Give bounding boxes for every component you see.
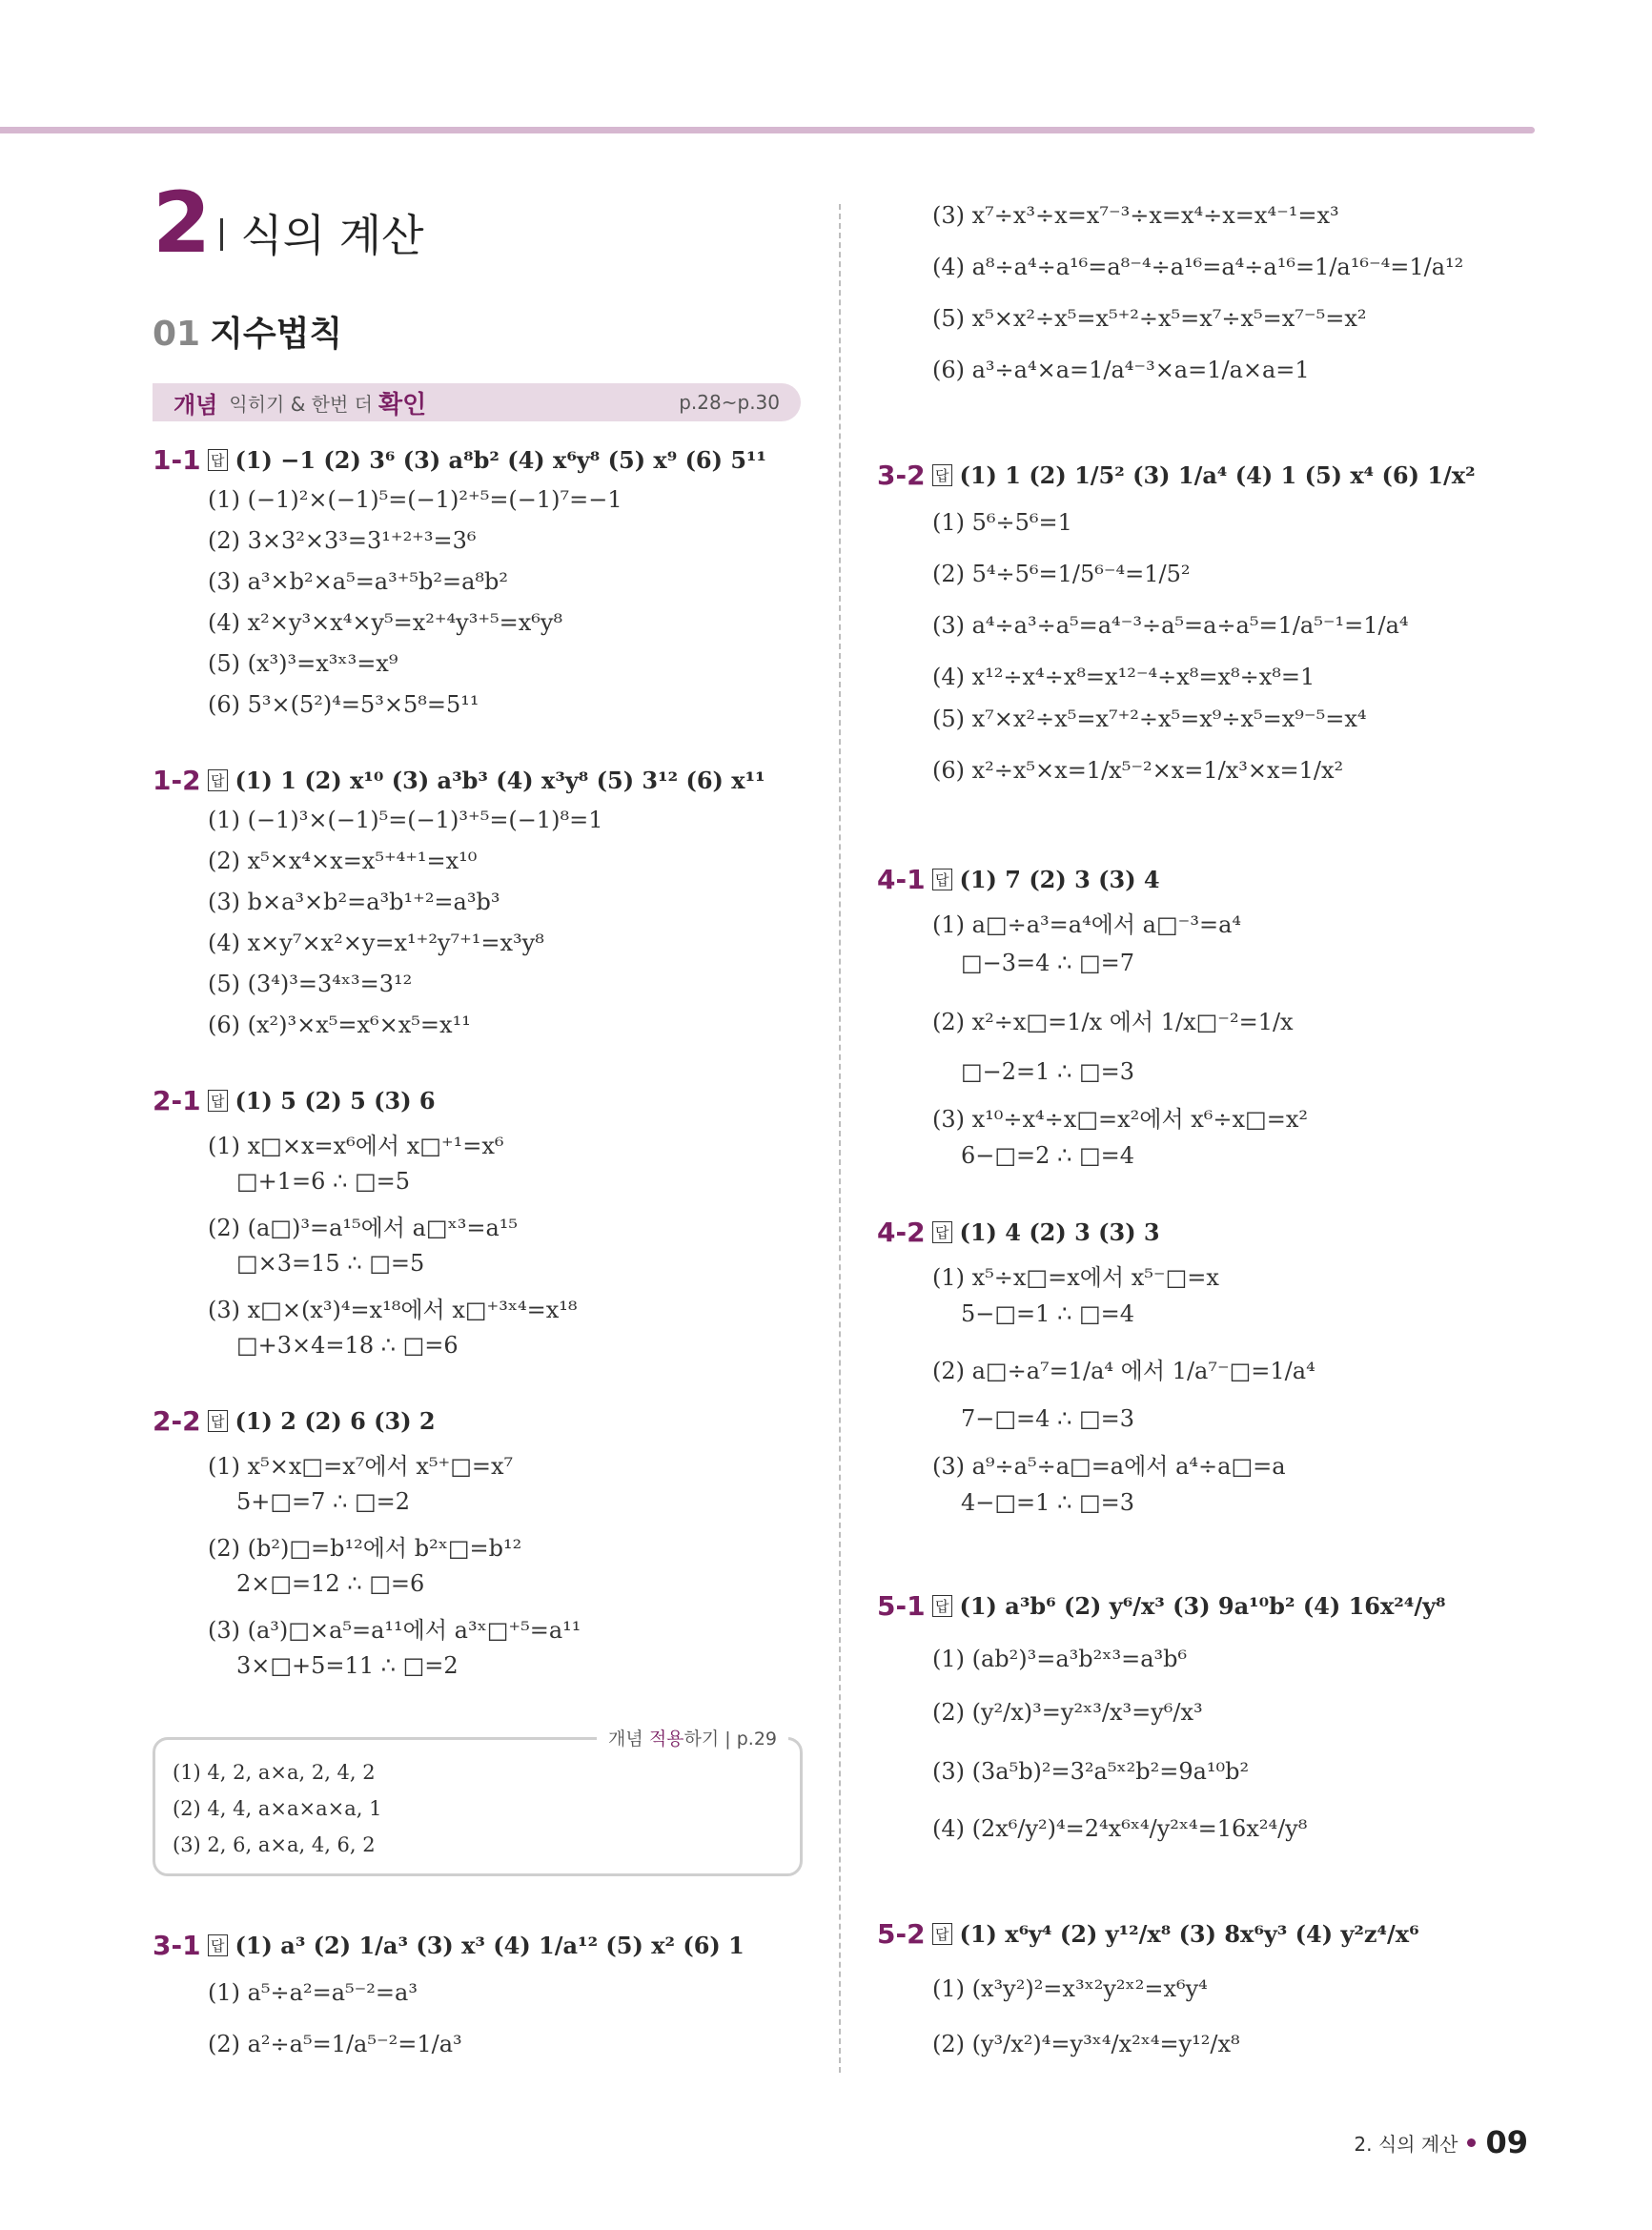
solution-line: (2) x²÷x□=1/x 에서 1/x□⁻²=1/x — [932, 1009, 1294, 1035]
problem-label: 3-1 — [153, 1930, 201, 1961]
answer-values: (1) 7 (2) 3 (3) 4 — [959, 866, 1160, 893]
problem-label: 4-1 — [877, 864, 926, 895]
solution-line: (2) (a□)³=a¹⁵에서 a□ˣ³=a¹⁵ — [208, 1215, 519, 1241]
solution-line: (2) a²÷a⁵=1/a⁵⁻²=1/a³ — [208, 2031, 462, 2057]
answer-line — [208, 1407, 436, 1435]
caption-text: 개념 — [608, 1729, 643, 1749]
solution-line: (5) x⁷×x²÷x⁵=x⁷⁺²÷x⁵=x⁹÷x⁵=x⁹⁻⁵=x⁴ — [932, 706, 1367, 732]
solution-line: (3) a³×b²×a⁵=a³⁺⁵b²=a⁸b² — [208, 568, 509, 595]
solution-line: (3) (3a⁵b)²=3²a⁵ˣ²b²=9a¹⁰b² — [932, 1758, 1250, 1785]
answer-values: (1) a³ (2) 1/a³ (3) x³ (4) 1/a¹² (5) x² (6) 1 — [235, 1932, 744, 1959]
solution-line: □−3=4 ∴ □=7 — [961, 950, 1135, 976]
answer-mark-icon: 답 — [932, 1923, 952, 1945]
answer-mark-icon: 답 — [208, 1410, 228, 1432]
solution-line: (3) x□×(x³)⁴=x¹⁸에서 x□⁺³ˣ⁴=x¹⁸ — [208, 1297, 578, 1323]
answer-mark-icon: 답 — [208, 1934, 228, 1956]
solution-line: (4) (2x⁶/y²)⁴=2⁴x⁶ˣ⁴/y²ˣ⁴=16x²⁴/y⁸ — [932, 1815, 1308, 1842]
solution-line: (2) (y²/x)³=y²ˣ³/x³=y⁶/x³ — [932, 1699, 1203, 1726]
solution-line: 6−□=2 ∴ □=4 — [961, 1142, 1135, 1169]
solution-line: 5+□=7 ∴ □=2 — [236, 1488, 411, 1515]
answer-values: (1) x⁶y⁴ (2) y¹²/x⁸ (3) 8x⁶y³ (4) y²z⁴/x⁶ — [959, 1920, 1419, 1948]
solution-line: (3) x¹⁰÷x⁴÷x□=x²에서 x⁶÷x□=x² — [932, 1106, 1308, 1133]
solution-line: (4) a⁸÷a⁴÷a¹⁶=a⁸⁻⁴÷a¹⁶=a⁴÷a¹⁶=1/a¹⁶⁻⁴=1/a¹² — [932, 254, 1464, 280]
caption-highlight: 적용 — [648, 1729, 684, 1749]
solution-line: (2) 5⁴÷5⁶=1/5⁶⁻⁴=1/5² — [932, 561, 1191, 587]
solution-line: (2) a□÷a⁷=1/a⁴ 에서 1/a⁷⁻□=1/a⁴ — [932, 1358, 1315, 1384]
concept-banner — [153, 383, 801, 421]
banner-text: 익히기 & 한번 더 — [229, 392, 373, 416]
solution-line: 5−□=1 ∴ □=4 — [961, 1300, 1135, 1327]
solution-line: 7−□=4 ∴ □=3 — [961, 1405, 1135, 1432]
solution-line: □+3×4=18 ∴ □=6 — [236, 1332, 459, 1359]
chapter-separator — [220, 218, 223, 251]
solution-line: (5) x⁵×x²÷x⁵=x⁵⁺²÷x⁵=x⁷÷x⁵=x⁷⁻⁵=x² — [932, 305, 1367, 332]
answer-line — [208, 767, 765, 794]
solution-line: 2×□=12 ∴ □=6 — [236, 1570, 425, 1597]
solution-line: (1) x⁵×x□=x⁷에서 x⁵⁺□=x⁷ — [208, 1453, 514, 1480]
solution-line: (6) a³÷a⁴×a=1/a⁴⁻³×a=1/a×a=1 — [932, 357, 1310, 383]
solution-line: (1) x⁵÷x□=x에서 x⁵⁻□=x — [932, 1264, 1219, 1291]
solution-line: (2) (b²)□=b¹²에서 b²ˣ□=b¹² — [208, 1535, 522, 1562]
answer-line — [932, 1920, 1419, 1948]
problem-label: 5-1 — [877, 1590, 926, 1622]
answer-mark-icon: 답 — [932, 1595, 952, 1617]
solution-line: (1) 5⁶÷5⁶=1 — [932, 509, 1072, 536]
banner-pages: p.28~p.30 — [679, 391, 780, 414]
page-number: 09 — [1485, 2124, 1528, 2160]
answer-line — [932, 1218, 1160, 1246]
solution-line: (2) (y³/x²)⁴=y³ˣ⁴/x²ˣ⁴=y¹²/x⁸ — [932, 2031, 1240, 2057]
section-number: 01 — [153, 315, 201, 354]
solution-line: 3×□+5=11 ∴ □=2 — [236, 1652, 459, 1679]
answer-line — [932, 461, 1476, 489]
solution-line: (4) x²×y³×x⁴×y⁵=x²⁺⁴y³⁺⁵=x⁶y⁸ — [208, 609, 563, 636]
problem-label: 2-2 — [153, 1405, 201, 1437]
solution-line: (4) x×y⁷×x²×y=x¹⁺²y⁷⁺¹=x³y⁸ — [208, 930, 544, 956]
answer-values: (1) a³b⁶ (2) y⁶/x³ (3) 9a¹⁰b² (4) 16x²⁴/y⁸ — [959, 1592, 1446, 1620]
solution-line: (4) x¹²÷x⁴÷x⁸=x¹²⁻⁴÷x⁸=x⁸÷x⁸=1 — [932, 664, 1315, 690]
problem-label: 4-2 — [877, 1217, 926, 1248]
solution-line: (3) a⁹÷a⁵÷a□=a에서 a⁴÷a□=a — [932, 1453, 1286, 1480]
solution-line: (3) x⁷÷x³÷x=x⁷⁻³÷x=x⁴÷x=x⁴⁻¹=x³ — [932, 202, 1339, 229]
solution-line: (1) (−1)³×(−1)⁵=(−1)³⁺⁵=(−1)⁸=1 — [208, 807, 603, 833]
solution-line: (1) (ab²)³=a³b²ˣ³=a³b⁶ — [932, 1646, 1188, 1672]
footer-dot-icon — [1467, 2138, 1476, 2147]
solution-line: (1) a□÷a³=a⁴에서 a□⁻³=a⁴ — [932, 911, 1241, 938]
answer-line — [208, 446, 766, 474]
column-divider — [839, 204, 841, 2073]
solution-line: (1) x□×x=x⁶에서 x□⁺¹=x⁶ — [208, 1133, 504, 1159]
section-title: 지수법칙 — [210, 315, 343, 354]
solution-line: (1) (−1)²×(−1)⁵=(−1)²⁺⁵=(−1)⁷=−1 — [208, 486, 622, 513]
answer-mark-icon: 답 — [932, 464, 952, 486]
footer-chapter-text: 2. 식의 계산 — [1354, 2132, 1458, 2156]
solution-line: (3) a⁴÷a³÷a⁵=a⁴⁻³÷a⁵=a÷a⁵=1/a⁵⁻¹=1/a⁴ — [932, 612, 1409, 639]
section-heading — [153, 307, 342, 356]
problem-label: 5-2 — [877, 1918, 926, 1950]
solution-line: (5) (3⁴)³=3⁴ˣ³=3¹² — [208, 971, 413, 997]
page-footer — [1354, 2124, 1528, 2160]
solution-line: (3) b×a³×b²=a³b¹⁺²=a³b³ — [208, 889, 500, 915]
solution-line: □−2=1 ∴ □=3 — [961, 1058, 1135, 1085]
answer-mark-icon: 답 — [208, 1090, 228, 1112]
solution-line: (6) (x²)³×x⁵=x⁶×x⁵=x¹¹ — [208, 1012, 471, 1038]
problem-label: 1-1 — [153, 444, 201, 476]
problem-label: 1-2 — [153, 765, 201, 796]
banner-keyword: 개념 — [173, 391, 218, 419]
answer-line — [208, 1087, 436, 1115]
concept-line: (3) 2, 6, a×a, 4, 6, 2 — [173, 1833, 376, 1856]
answer-mark-icon: 답 — [208, 449, 228, 471]
solution-line: (1) a⁵÷a²=a⁵⁻²=a³ — [208, 1979, 418, 2006]
answer-mark-icon: 답 — [208, 769, 228, 791]
answer-values: (1) 2 (2) 6 (3) 2 — [235, 1407, 436, 1435]
solution-line: 4−□=1 ∴ □=3 — [961, 1489, 1135, 1516]
concept-line: (1) 4, 2, a×a, 2, 4, 2 — [173, 1761, 376, 1784]
chapter-heading — [153, 174, 424, 272]
problem-label: 3-2 — [877, 460, 926, 491]
answer-line — [932, 1592, 1446, 1620]
concept-box-caption — [597, 1725, 788, 1750]
answer-values: (1) 5 (2) 5 (3) 6 — [235, 1087, 436, 1115]
answer-line — [932, 866, 1160, 893]
banner-highlight: 확인 — [377, 390, 427, 419]
answer-mark-icon: 답 — [932, 1221, 952, 1243]
chapter-title: 식의 계산 — [240, 210, 424, 261]
answer-values: (1) 4 (2) 3 (3) 3 — [959, 1218, 1160, 1246]
chapter-number: 2 — [153, 174, 212, 272]
answer-values: (1) 1 (2) 1/5² (3) 1/a⁴ (4) 1 (5) x⁴ (6) 1/x² — [959, 461, 1476, 489]
answer-values: (1) 1 (2) x¹⁰ (3) a³b³ (4) x³y⁸ (5) 3¹² (6) x¹¹ — [235, 767, 765, 794]
solution-line: □+1=6 ∴ □=5 — [236, 1168, 411, 1195]
solution-line: □×3=15 ∴ □=5 — [236, 1250, 425, 1277]
answer-mark-icon: 답 — [932, 869, 952, 890]
solution-line: (6) x²÷x⁵×x=1/x⁵⁻²×x=1/x³×x=1/x² — [932, 757, 1344, 784]
solution-line: (5) (x³)³=x³ˣ³=x⁹ — [208, 650, 398, 677]
top-rule — [0, 127, 1535, 133]
answer-values: (1) −1 (2) 3⁶ (3) a⁸b² (4) x⁶y⁸ (5) x⁹ (6) 5¹¹ — [235, 446, 767, 474]
solution-line: (1) (x³y²)²=x³ˣ²y²ˣ²=x⁶y⁴ — [932, 1975, 1208, 2002]
solution-line: (3) (a³)□×a⁵=a¹¹에서 a³ˣ□⁺⁵=a¹¹ — [208, 1617, 581, 1644]
concept-line: (2) 4, 4, a×a×a×a, 1 — [173, 1797, 382, 1820]
answer-line — [208, 1932, 744, 1959]
solution-line: (6) 5³×(5²)⁴=5³×5⁸=5¹¹ — [208, 691, 479, 718]
caption-pages: 하기 | p.29 — [683, 1729, 777, 1749]
concept-application-box — [153, 1729, 803, 1876]
solution-line: (2) 3×3²×3³=3¹⁺²⁺³=3⁶ — [208, 527, 477, 554]
solution-line: (2) x⁵×x⁴×x=x⁵⁺⁴⁺¹=x¹⁰ — [208, 848, 478, 874]
problem-label: 2-1 — [153, 1085, 201, 1116]
